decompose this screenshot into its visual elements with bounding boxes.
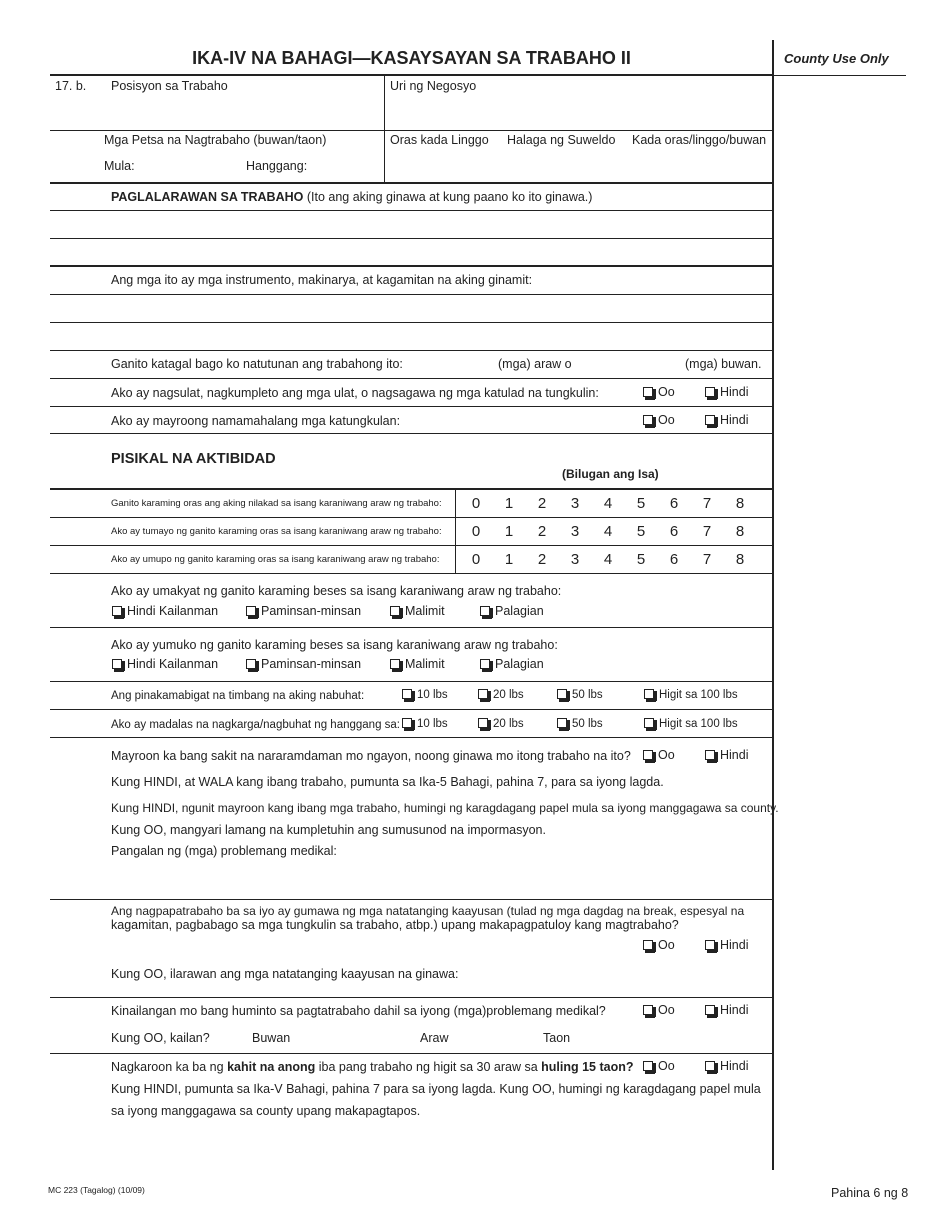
option-label: Paminsan-minsan — [261, 657, 362, 671]
rule — [50, 627, 773, 628]
sit-hours-option-1[interactable]: 1 — [504, 551, 514, 568]
heaviest-100-checkbox[interactable] — [644, 689, 738, 701]
accommodation-question-line1: Ang nagpapatrabaho ba sa iyo ay gumawa ng mga natatanging kaayusan (tulad ng mga dagdag na break, espesyal na — [111, 904, 745, 918]
rule — [50, 433, 773, 434]
frequent-100-checkbox[interactable] — [644, 718, 738, 730]
other-job-instruction-1: Kung HINDI, pumunta sa Ika-V Bahagi, pahina 7 para sa iyong lagda. Kung OO, humingi ng karagdagang papel mula — [111, 1082, 761, 1096]
medical-instruction-3: Kung OO, mangyari lamang na kumpletuhin ang sumusunod na impormasyon. — [111, 823, 546, 837]
climb-occasionally-checkbox[interactable] — [246, 604, 361, 618]
stand-hours-option-2[interactable]: 2 — [537, 523, 547, 540]
option-label: 10 lbs — [417, 689, 448, 701]
option-label: 10 lbs — [417, 718, 448, 730]
checkbox-icon — [480, 659, 490, 669]
walk-hours-option-5[interactable]: 5 — [636, 495, 646, 512]
climb-label: Ako ay umakyat ng ganito karaming beses sa isang karaniwang araw ng trabaho: — [111, 584, 562, 598]
rule — [50, 378, 773, 379]
option-label: Oo — [658, 938, 675, 952]
other-job-yes-checkbox[interactable] — [643, 1059, 675, 1073]
rule — [50, 182, 773, 184]
rule — [50, 265, 773, 267]
checkbox-icon — [644, 718, 654, 728]
option-label: 20 lbs — [493, 718, 524, 730]
option-label: Palagian — [495, 604, 544, 618]
heaviest-10-checkbox[interactable] — [402, 689, 448, 701]
option-label: Hindi — [720, 413, 749, 427]
rule — [50, 997, 773, 998]
reports-yes-checkbox[interactable] — [643, 385, 675, 399]
checkbox-icon — [705, 750, 715, 760]
business-type-label: Uri ng Negosyo — [390, 79, 477, 93]
rule — [50, 1053, 773, 1054]
county-use-underline — [773, 75, 906, 76]
heaviest-20-checkbox[interactable] — [478, 689, 524, 701]
stand-hours-option-7[interactable]: 7 — [702, 523, 712, 540]
option-label: Hindi — [720, 385, 749, 399]
checkbox-icon — [705, 415, 715, 425]
rule — [50, 350, 773, 351]
option-label: Oo — [658, 385, 675, 399]
walk-hours-option-0[interactable]: 0 — [471, 495, 481, 512]
frequent-10-checkbox[interactable] — [402, 718, 448, 730]
option-label: 50 lbs — [572, 689, 603, 701]
stop-work-yes-checkbox[interactable] — [643, 1003, 675, 1017]
reports-no-checkbox[interactable] — [705, 385, 749, 399]
reports-label: Ako ay nagsulat, nagkumpleto ang mga ulat, o nagsagawa ng mga katulad na tungkulin: — [111, 386, 599, 400]
checkbox-icon — [246, 659, 256, 669]
option-label: Hindi — [720, 938, 749, 952]
rule — [50, 406, 773, 407]
medical-yes-checkbox[interactable] — [643, 748, 675, 762]
accommodation-yes-checkbox[interactable] — [643, 938, 675, 952]
learn-days-label: (mga) araw o — [498, 357, 572, 371]
position-label: Posisyon sa Trabaho — [111, 79, 228, 93]
rule — [50, 74, 773, 76]
to-label: Hanggang: — [246, 159, 308, 173]
rule — [50, 681, 773, 682]
supervisory-no-checkbox[interactable] — [705, 413, 749, 427]
tools-label: Ang mga ito ay mga instrumento, makinarya, at kagamitan na aking ginamit: — [111, 273, 533, 287]
sit-hours-option-0[interactable]: 0 — [471, 551, 481, 568]
rule — [50, 517, 773, 518]
sit-hours-option-5[interactable]: 5 — [636, 551, 646, 568]
other-job-q-d: huling 15 taon? — [541, 1060, 634, 1074]
medical-no-checkbox[interactable] — [705, 748, 749, 762]
from-label: Mula: — [104, 159, 135, 173]
checkbox-icon — [643, 940, 653, 950]
walk-hours-option-6[interactable]: 6 — [669, 495, 679, 512]
option-label: Malimit — [405, 657, 445, 671]
sit-hours-option-8[interactable]: 8 — [735, 551, 745, 568]
stand-hours-option-1[interactable]: 1 — [504, 523, 514, 540]
checkbox-icon — [643, 1061, 653, 1071]
stop-day-label: Araw — [420, 1031, 449, 1045]
rule — [50, 210, 773, 211]
checkbox-icon — [705, 940, 715, 950]
bend-occasionally-checkbox[interactable] — [246, 657, 361, 671]
job-description-heading: PAGLALARAWAN SA TRABAHO — [111, 190, 304, 204]
walk-hours-option-2[interactable]: 2 — [537, 495, 547, 512]
option-label: Hindi — [720, 1059, 749, 1073]
checkbox-icon — [643, 750, 653, 760]
checkbox-icon — [644, 689, 654, 699]
sit-hours-option-6[interactable]: 6 — [669, 551, 679, 568]
supervisory-yes-checkbox[interactable] — [643, 413, 675, 427]
stand-hours-label: Ako ay tumayo ng ganito karaming oras sa isang karaniwang araw ng trabaho: — [111, 526, 442, 537]
frequent-20-checkbox[interactable] — [478, 718, 524, 730]
stand-hours-option-6[interactable]: 6 — [669, 523, 679, 540]
rule — [50, 488, 773, 490]
job-column-divider — [384, 75, 385, 183]
other-job-no-checkbox[interactable] — [705, 1059, 749, 1073]
frequent-50-checkbox[interactable] — [557, 718, 603, 730]
circle-one-label: (Bilugan ang Isa) — [562, 467, 659, 481]
rate-label: Kada oras/linggo/buwan — [632, 133, 767, 147]
accommodation-no-checkbox[interactable] — [705, 938, 749, 952]
learn-time-label: Ganito katagal bago ko natutunan ang trabahong ito: — [111, 357, 403, 371]
bend-label: Ako ay yumuko ng ganito karaming beses sa isang karaniwang araw ng trabaho: — [111, 638, 558, 652]
rule — [50, 737, 773, 738]
accommodation-question-line2: kagamitan, pagbabago sa mga tungkulin sa trabaho, atbp.) upang makapagpatuloy kang magtrabaho? — [111, 918, 679, 932]
sit-hours-label: Ako ay umupo ng ganito karaming oras sa isang karaniwang araw ng trabaho: — [111, 554, 440, 565]
page-title: IKA-IV NA BAHAGI—KASAYSAYAN SA TRABAHO II — [192, 48, 631, 68]
checkbox-icon — [643, 415, 653, 425]
accommodation-describe-label: Kung OO, ilarawan ang mga natatanging kaayusan na ginawa: — [111, 967, 459, 981]
walk-hours-option-7[interactable]: 7 — [702, 495, 712, 512]
stop-work-no-checkbox[interactable] — [705, 1003, 749, 1017]
physical-activity-title: PISIKAL NA AKTIBIDAD — [111, 451, 276, 467]
stop-work-question: Kinailangan mo bang huminto sa pagtatrabaho dahil sa iyong (mga)problemang medikal? — [111, 1004, 606, 1018]
checkbox-icon — [705, 1061, 715, 1071]
option-label: Oo — [658, 1059, 675, 1073]
rule — [50, 899, 773, 900]
option-label: Oo — [658, 1003, 675, 1017]
option-label: Higit sa 100 lbs — [659, 689, 738, 701]
climb-constantly-checkbox[interactable] — [480, 604, 544, 618]
sit-hours-option-2[interactable]: 2 — [537, 551, 547, 568]
checkbox-icon — [112, 606, 122, 616]
bend-frequently-checkbox[interactable] — [390, 657, 445, 671]
medical-instruction-1: Kung HINDI, at WALA kang ibang trabaho, pumunta sa Ika-5 Bahagi, pahina 7, para sa iyong lagda. — [111, 775, 664, 789]
bend-never-checkbox[interactable] — [112, 657, 218, 671]
checkbox-icon — [112, 659, 122, 669]
dates-label: Mga Petsa na Nagtrabaho (buwan/taon) — [104, 133, 327, 147]
stand-hours-option-3[interactable]: 3 — [570, 523, 580, 540]
heaviest-50-checkbox[interactable] — [557, 689, 603, 701]
rule — [50, 573, 773, 574]
other-job-question — [111, 1060, 633, 1074]
medical-problem-label: Pangalan ng (mga) problemang medikal: — [111, 844, 337, 858]
other-job-q-c: iba pang trabaho ng higit sa 30 araw sa — [315, 1060, 542, 1074]
option-label: Paminsan-minsan — [261, 604, 362, 618]
walk-hours-option-1[interactable]: 1 — [504, 495, 514, 512]
county-use-label: County Use Only — [784, 51, 889, 66]
checkbox-icon — [246, 606, 256, 616]
climb-never-checkbox[interactable] — [112, 604, 218, 618]
option-label: Hindi — [720, 1003, 749, 1017]
job-number: 17. b. — [55, 79, 87, 93]
walk-hours-label: Ganito karaming oras ang aking nilakad sa isang karaniwang araw ng trabaho: — [111, 498, 442, 509]
frequent-weight-label: Ako ay madalas na nagkarga/nagbuhat ng hanggang sa: — [111, 719, 400, 731]
stop-year-label: Taon — [543, 1031, 571, 1045]
option-label: Oo — [658, 413, 675, 427]
stop-when-label: Kung OO, kailan? — [111, 1031, 210, 1045]
option-label: 50 lbs — [572, 718, 603, 730]
other-job-q-b: kahit na anong — [227, 1060, 316, 1074]
job-description-label — [111, 190, 592, 204]
stop-month-label: Buwan — [252, 1031, 291, 1045]
checkbox-icon — [643, 387, 653, 397]
stand-hours-option-5[interactable]: 5 — [636, 523, 646, 540]
walk-hours-option-3[interactable]: 3 — [570, 495, 580, 512]
checkbox-icon — [402, 718, 412, 728]
checkbox-icon — [390, 606, 400, 616]
learn-months-label: (mga) buwan. — [685, 357, 762, 371]
option-label: Malimit — [405, 604, 445, 618]
rule — [50, 322, 773, 323]
walk-hours-option-4[interactable]: 4 — [603, 495, 613, 512]
medical-instruction-2: Kung HINDI, ngunit mayroon kang ibang mga trabaho, humingi ng karagdagang papel mula sa iyong manggagawa sa county. — [111, 801, 779, 815]
bend-constantly-checkbox[interactable] — [480, 657, 544, 671]
job-description-note: (Ito ang aking ginawa at kung paano ko ito ginawa.) — [303, 190, 593, 204]
walk-hours-option-8[interactable]: 8 — [735, 495, 745, 512]
sit-hours-option-3[interactable]: 3 — [570, 551, 580, 568]
option-label: Palagian — [495, 657, 544, 671]
checkbox-icon — [557, 718, 567, 728]
checkbox-icon — [705, 1005, 715, 1015]
option-label: Hindi Kailanman — [127, 604, 219, 618]
option-label: Oo — [658, 748, 675, 762]
climb-frequently-checkbox[interactable] — [390, 604, 445, 618]
rule — [50, 238, 773, 239]
sit-hours-option-4[interactable]: 4 — [603, 551, 613, 568]
medical-question: Mayroon ka bang sakit na nararamdaman mo ngayon, noong ginawa mo itong trabaho na ito? — [111, 749, 631, 763]
checkbox-icon — [390, 659, 400, 669]
page-number: Pahina 6 ng 8 — [831, 1186, 909, 1200]
wage-label: Halaga ng Suweldo — [507, 133, 616, 147]
stand-hours-option-0[interactable]: 0 — [471, 523, 481, 540]
rule — [50, 709, 773, 710]
checkbox-icon — [557, 689, 567, 699]
option-label: Hindi — [720, 748, 749, 762]
checkbox-icon — [402, 689, 412, 699]
form-id: MC 223 (Tagalog) (10/09) — [48, 1185, 145, 1195]
scale-divider — [455, 489, 456, 573]
heaviest-weight-label: Ang pinakamabigat na timbang na aking nabuhat: — [111, 690, 365, 702]
rule — [50, 130, 773, 131]
option-label: 20 lbs — [493, 689, 524, 701]
option-label: Higit sa 100 lbs — [659, 718, 738, 730]
checkbox-icon — [480, 606, 490, 616]
hours-per-week-label: Oras kada Linggo — [390, 133, 489, 147]
supervisory-label: Ako ay mayroong namamahalang mga katungkulan: — [111, 414, 401, 428]
rule — [50, 294, 773, 295]
stand-hours-option-8[interactable]: 8 — [735, 523, 745, 540]
other-job-q-a: Nagkaroon ka ba ng — [111, 1060, 228, 1074]
sit-hours-option-7[interactable]: 7 — [702, 551, 712, 568]
checkbox-icon — [705, 387, 715, 397]
rule — [50, 545, 773, 546]
stand-hours-option-4[interactable]: 4 — [603, 523, 613, 540]
checkbox-icon — [478, 689, 488, 699]
option-label: Hindi Kailanman — [127, 657, 219, 671]
other-job-instruction-2: sa iyong manggagawa sa county upang makapagtapos. — [111, 1104, 421, 1118]
checkbox-icon — [478, 718, 488, 728]
checkbox-icon — [643, 1005, 653, 1015]
